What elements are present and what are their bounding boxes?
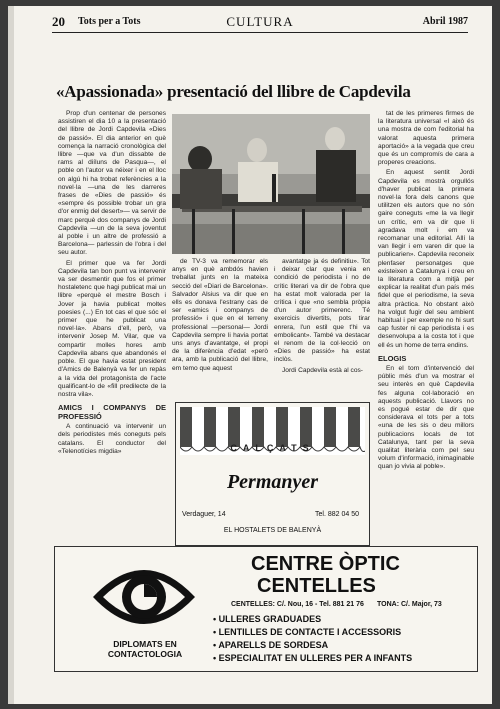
paragraph: El primer que va fer Jordi Capdevila tan bon punt va intervenir va ser desmentir que fos el primer hostaletenc que hagi publicat mai un llibre «perquè el mestre Bosch i Jover ja havia publicat moltes poesies (...) En tot cas el que sóc el primer que he publicat una novel·la». Abans d'ell, però, va intervenir Josep M. Vilar, que va compartir molles hores amb Capdevila abans que abandonés el poble. El que havia estat president d'Amics de Balenyà va fer un repàs a la vida del protagonista de l'acte qualificant-lo de «fill predilecte de la nostra vila». xyxy=(58,259,166,398)
article-column-4 xyxy=(378,110,474,540)
optician-advert xyxy=(54,546,478,672)
paragraph: En el torn d'intervenció del públic més d'un va mostrar el seu interès en què Capdevila fes alguna col·laboració en aquests publicació. Llavors no es pogué estar de dir que considerava el tots per a tots «una de les sis o deu millors publicacions locals de tot Catalunya, tant per la seva qualitat literària com pel seu volum d'informació, inimaginable quan jo vivia al poble». xyxy=(378,364,474,471)
list-item: • ESPECIALITAT EN ULLERES PER A INFANTS xyxy=(213,652,412,665)
page-header xyxy=(52,14,468,33)
list-item: • APARELLS DE SORDESA xyxy=(213,639,412,652)
shop-town: EL HOSTALETS DE BALENYÀ xyxy=(223,527,322,534)
shop-type-label: CALÇATS xyxy=(230,443,315,453)
paragraph: de TV-3 va rememorar els anys en què ambdós havien treballat junts en la mateixa secció del «Diari de Barcelona». Salvador Alsius va dir que en ells es donava l'estrany cas de ser «amics i companys de professió» i que en el terreny professional —personal— Jordi Capdevila sempre li havia portat uns anys d'avantatge, el propi de la diferència d'edat «però ara, amb la publicació del llibre, em temo que aquest xyxy=(172,258,268,372)
article-column-1 xyxy=(58,110,166,530)
article-column-2 xyxy=(172,258,268,396)
optician-name-line1: CENTRE ÒPTIC xyxy=(251,553,400,575)
page-edge xyxy=(8,6,14,704)
press-photo xyxy=(172,114,370,254)
paragraph: Prop d'un centenar de persones assistiren el dia 10 a la presentació del llibre de Jordi Capdevila «Dies de passió». El dia anterior en què comença la narració cronològica del llibre —que va d'un dissabte de rams al diíluns de Pasqua—, el poble on l'autor va néixer i en el lloc on algú hi ha trobat referències a la novel·la —una de les darreres frases de «Dies de passió» és «sempre és possible trobar un gra d'or enmig del desert»— va servir de marc perquè dos companys de Jordi Capdevila —un de la seva joventut al poble i un altre de professió a Barcelona— parlessin de l'obra i del seu autor. xyxy=(58,110,166,257)
article-column-3 xyxy=(274,258,370,396)
issue-date: Abril 1987 xyxy=(422,16,468,27)
optician-slogan: DIPLOMATS EN CONTACTOLOGIA xyxy=(107,639,183,659)
subheading: ELOGIS xyxy=(378,353,407,363)
shop-phone: Tel. 882 04 50 xyxy=(315,511,359,518)
page-number: 20 xyxy=(52,14,65,29)
optician-name-line2: CENTELLES xyxy=(257,575,376,597)
subheading: AMICS I COMPANYS DE PROFESSIÓ xyxy=(58,403,166,422)
paragraph: Jordi Capdevila està al cos- xyxy=(282,366,363,374)
paragraph: A continuació va intervenir un dels periodistes més coneguts pels catalans. El conductor del «Telenotícies migdia» xyxy=(58,423,166,455)
optician-address-tona: TONA: C/. Major, 73 xyxy=(377,601,442,608)
section-name: CULTURA xyxy=(226,14,294,29)
eye-logo-icon xyxy=(89,551,199,643)
paragraph: tat de les primeres firmes de la literatura universal «I això és una mostra de com l'editorial ha valorat aquesta primera aportació» a la vegada que creu que és un compromís de cara a properes creacions. xyxy=(378,110,474,167)
shop-name: Permanyer xyxy=(226,471,319,493)
list-item: • ULLERES GRADUADES xyxy=(213,613,412,626)
optician-services-list xyxy=(213,613,412,665)
list-item: • LENTILLES DE CONTACTE I ACCESSORIS xyxy=(213,626,412,639)
shop-address: Verdaguer, 14 xyxy=(182,511,226,518)
shoe-shop-advert xyxy=(175,402,370,546)
paragraph: En aquest sentit Jordi Capdevila es mostrà orgullós d'haver publicat la primera novel·la fora dels canons que utilitzen els autors que no són gaire coneguts «me la va llegir un crític, em va dir que li agradava molt i em va recomanar una editorial. Allí la van llegir i em varen dir que la publicarien». Capdevila reconeix plenfaser personatges que existeixen a Catalunya i creu en la literatura com a mitjà per explicar la realitat d'un país més fidel que el periodisme, la seva altra pràctica. No obstant això ha volgut fugir del seu ambient habitual i per exemple no hi surt cap fuster ni cap periodista i es desenvolupa a la costa tot i que ell és un home de terra endins. xyxy=(378,169,474,349)
photo-image xyxy=(172,114,370,254)
newspaper-page xyxy=(8,6,492,704)
paragraph: avantatge ja és definitiu». Tot i deixar clar que venia en condició de periodista i no de crític literari va dir de l'obra que ha estat molt valorada per la crítica i que «no sembla pròpia d'un autor primerenc. Té exercicis divertits, pots tirar enrera, l'un estil que t'hi va embolicant». També va destacar el renom de la col·lecció on «Dies de passió» ha estat inclòs. xyxy=(274,258,370,364)
publication-name: Tots per a Tots xyxy=(78,16,141,27)
article-headline: «Apassionada» presentació del llibre de Capdevila xyxy=(56,82,411,101)
optician-address-centelles: CENTELLES: C/. Nou, 16 - Tel. 881 21 76 xyxy=(231,601,364,608)
